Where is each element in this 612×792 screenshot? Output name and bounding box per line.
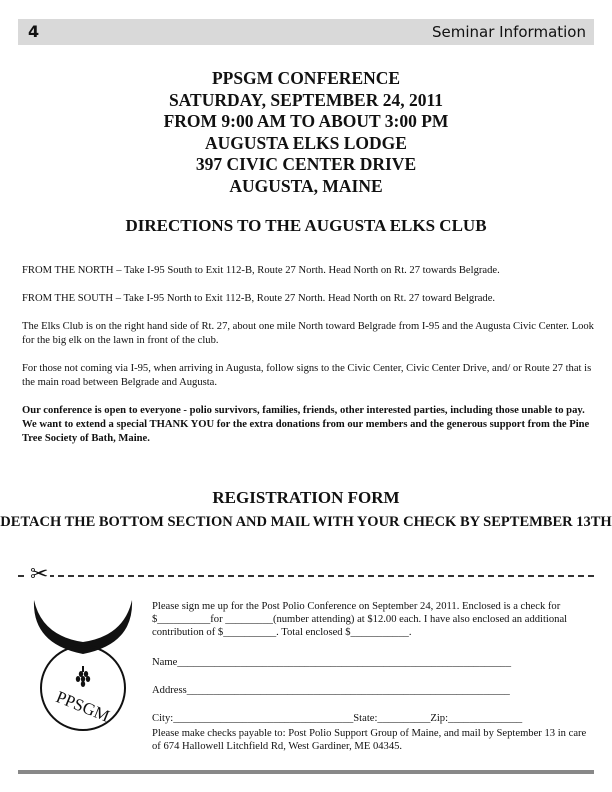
directions-title: DIRECTIONS TO THE AUGUSTA ELKS CLUB — [125, 216, 487, 235]
directions-elks-club: The Elks Club is on the right hand side of Rt. 27, about one mile North toward Belgrade from I-95 and the Augusta Civic Center. Look for the big elk on the lawn in front of the club. — [22, 321, 594, 346]
conference-street: 397 CIVIC CENTER DRIVE — [195, 154, 417, 174]
header-bar — [18, 19, 594, 45]
section-title: Seminar Information — [432, 23, 586, 41]
detach-instruction: DETACH THE BOTTOM SECTION AND MAIL WITH YOUR CHECK BY SEPTEMBER 13TH — [0, 514, 612, 530]
conference-title: PPSGM CONFERENCE — [211, 68, 401, 88]
name-field[interactable]: Name_______________________________________________________________ — [152, 657, 511, 668]
ppsgm-logo — [28, 588, 138, 738]
cut-line — [18, 575, 594, 577]
registration-intro: Please sign me up for the Post Polio Conference on September 24, 2011. Enclosed is a check for $__________for _________(number attending) at $12.00 each. I have also enclosed an additional contribution of $__________. Total enclosed $___________. — [152, 601, 568, 638]
directions-from-south: FROM THE SOUTH – Take I-95 North to Exit 112-B, Route 27 North. Head North on Rt. 27 toward Belgrade. — [22, 293, 496, 304]
logo-text: PPSGM — [53, 687, 113, 726]
payable-note: Please make checks payable to: Post Polio Support Group of Maine, and mail by September 13 in care of 674 Hallowell Litchfield Rd, West Gardiner, ME 04345. — [152, 728, 587, 752]
conference-open-note: Our conference is open to everyone - polio survivors, families, friends, other interested parties, including those unable to pay. We want to extend a special THANK YOU for the extra donations from our members and the generous support from the Pine Tree Society of Bath, Maine. — [22, 405, 590, 444]
city-state-zip-field[interactable]: City:__________________________________State:__________Zip:______________ — [152, 713, 523, 724]
scissors-icon: ✂ — [30, 562, 49, 587]
directions-not-i95: For those not coming via I-95, when arriving in Augusta, follow signs to the Civic Center, Civic Center Drive, and/ or Route 27 that is the main road between Belgrade and Augusta. — [22, 363, 592, 388]
conference-time: FROM 9:00 AM TO ABOUT 3:00 PM — [163, 111, 449, 131]
conference-date: SATURDAY, SEPTEMBER 24, 2011 — [168, 89, 444, 110]
bottom-rule — [18, 770, 594, 774]
address-field[interactable]: Address_____________________________________________________________ — [152, 685, 510, 696]
conference-city: AUGUSTA, MAINE — [229, 175, 383, 196]
conference-venue: AUGUSTA ELKS LODGE — [205, 132, 407, 153]
registration-title: REGISTRATION FORM — [212, 488, 400, 507]
page-number: 4 — [28, 22, 40, 41]
conference-details — [0, 68, 612, 197]
directions-from-north: FROM THE NORTH – Take I-95 South to Exit 112-B, Route 27 North. Head North on Rt. 27 towards Belgrade. — [22, 265, 500, 276]
